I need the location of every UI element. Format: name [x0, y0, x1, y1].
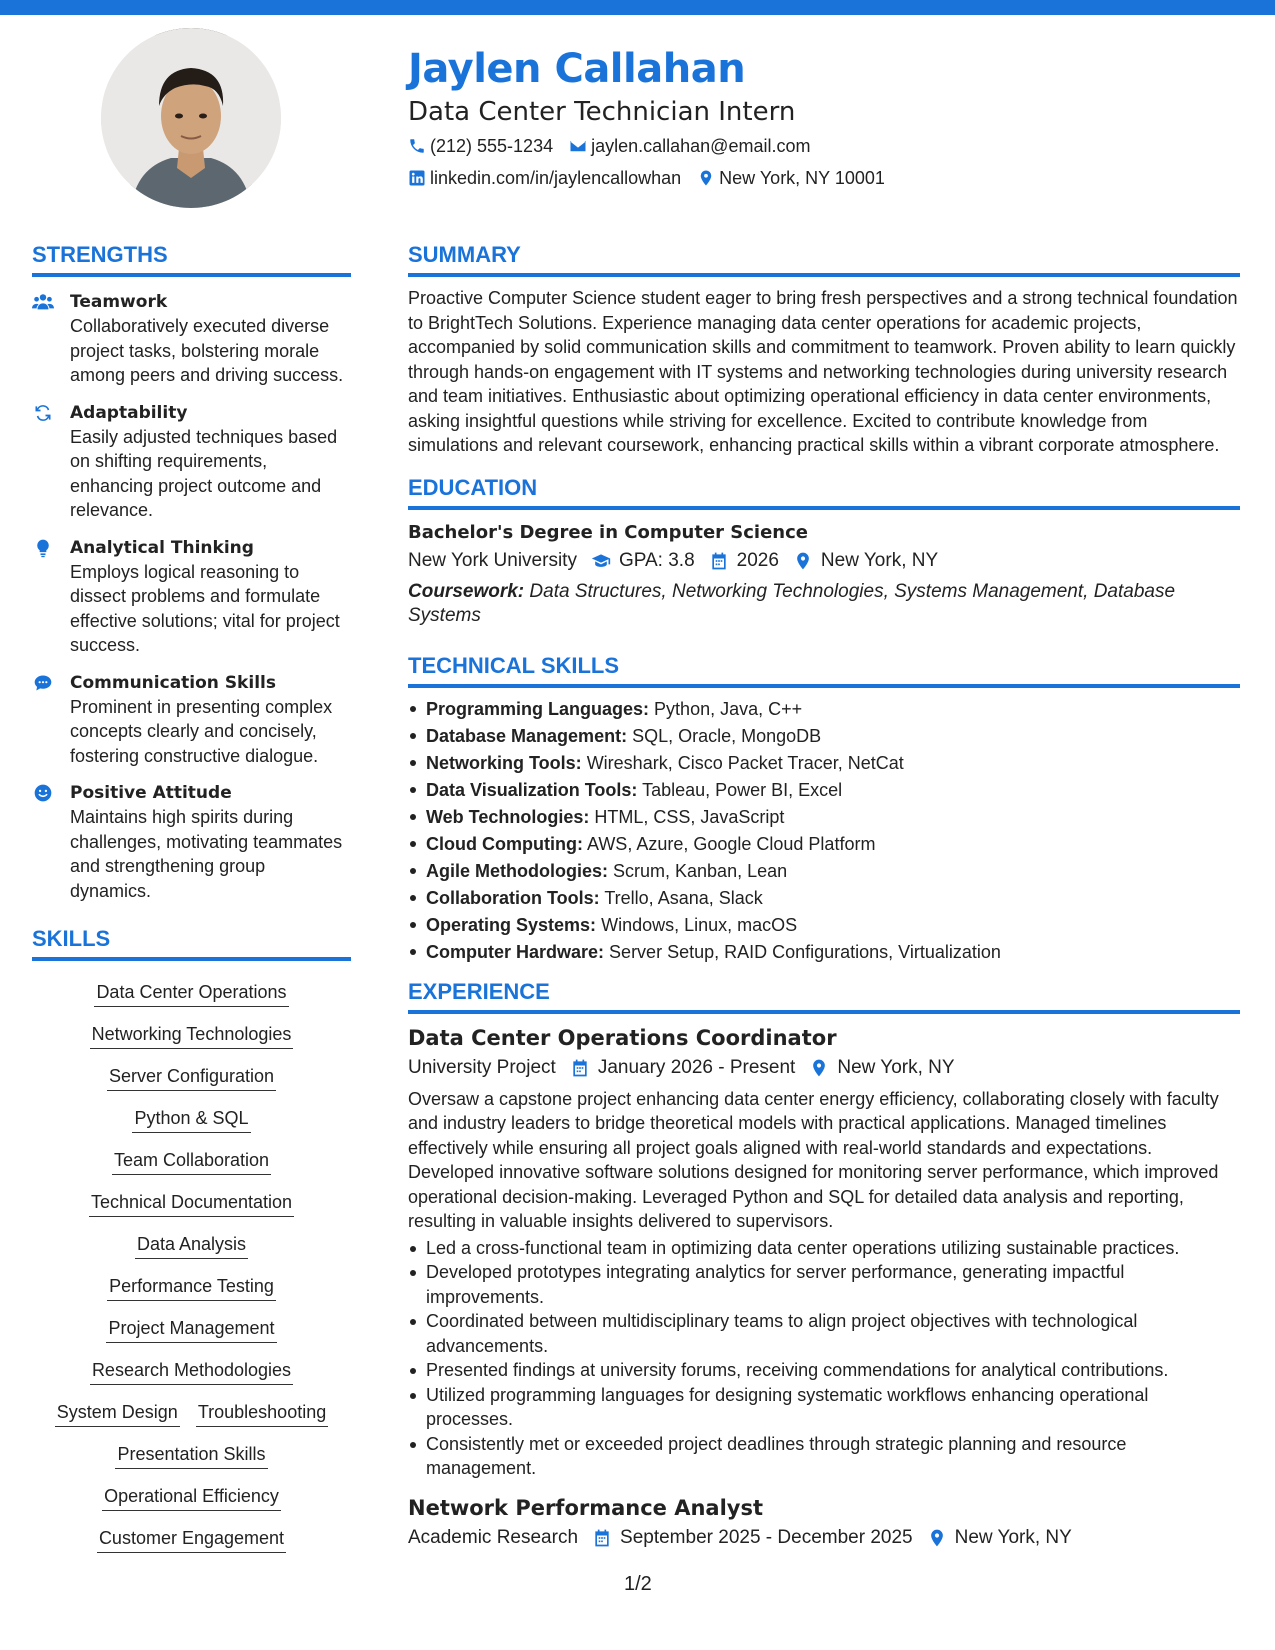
list-item [408, 723, 1240, 750]
technical-skills-list [408, 696, 1240, 966]
strength-title: Adaptability [70, 402, 188, 423]
lightbulb-icon [32, 538, 54, 558]
list-item [408, 831, 1240, 858]
skills-heading: SKILLS [32, 925, 351, 961]
strength-desc: Collaboratively executed diverse project tasks, bolstering morale among peers and driving success. [70, 316, 344, 385]
edu-location-item [793, 546, 938, 576]
strength-title: Analytical Thinking [70, 537, 254, 558]
list-item: Coordinated between multidisciplinary teams to align project objectives with technological advancements. [408, 1309, 1240, 1358]
envelope-icon [569, 137, 587, 155]
linkedin-icon [408, 169, 426, 187]
list-item: Led a cross-functional team in optimizing data center operations utilizing sustainable practices. [408, 1236, 1240, 1261]
location-text: New York, NY 10001 [719, 167, 885, 188]
top-accent-bar [0, 0, 1275, 15]
skill-tag: Technical Documentation [89, 1187, 294, 1217]
skill-tag: Data Center Operations [94, 977, 288, 1007]
strength-item [32, 536, 351, 658]
skill-tag: Team Collaboration [112, 1145, 271, 1175]
skill-value: AWS, Azure, Google Cloud Platform [586, 833, 876, 854]
job-dates-text: September 2025 - December 2025 [620, 1526, 913, 1548]
skill-value: Tableau, Power BI, Excel [642, 779, 843, 800]
strength-title: Communication Skills [70, 672, 276, 693]
skill-tag: Presentation Skills [115, 1439, 267, 1469]
coursework-text: Data Structures, Networking Technologies, Systems Management, Database Systems [408, 580, 1176, 626]
skill-label: Operating Systems: [426, 914, 597, 935]
list-item [408, 804, 1240, 831]
strength-item [32, 290, 351, 388]
skill-tag: Performance Testing [107, 1271, 276, 1301]
calendar-icon [592, 1528, 612, 1548]
education-meta [408, 546, 1240, 576]
email-text: jaylen.callahan@email.com [591, 135, 811, 156]
gpa-item [591, 546, 695, 576]
list-item: Presented findings at university forums, receiving commendations for analytical contributions. [408, 1358, 1240, 1383]
skill-label: Web Technologies: [426, 806, 590, 827]
job-org [408, 1053, 556, 1083]
job-dates [570, 1053, 796, 1083]
skill-value: Python, Java, C++ [654, 698, 803, 719]
skill-label: Database Management: [426, 725, 628, 746]
coursework-label: Coursework: [408, 580, 525, 602]
calendar-icon [709, 551, 729, 571]
strength-item [32, 781, 351, 903]
skill-value: Server Setup, RAID Configurations, Virtualization [609, 941, 1001, 962]
calendar-icon [570, 1058, 590, 1078]
strength-desc: Easily adjusted techniques based on shifting requirements, enhancing project outcome and relevance. [70, 426, 338, 520]
skill-value: Wireshark, Cisco Packet Tracer, NetCat [586, 752, 904, 773]
summary-heading: SUMMARY [408, 241, 1240, 277]
list-item: Developed prototypes integrating analytics for server performance, generating impactful improvements. [408, 1260, 1240, 1309]
technical-skills-heading: TECHNICAL SKILLS [408, 652, 1240, 688]
skill-tag: Networking Technologies [90, 1019, 294, 1049]
job-meta [408, 1053, 1240, 1083]
map-pin-icon [697, 169, 715, 187]
job-org-text: University Project [408, 1056, 556, 1078]
list-item: Utilized programming languages for designing systematic workflows enhancing operational processes. [408, 1383, 1240, 1432]
skill-tag: Customer Engagement [97, 1523, 286, 1553]
candidate-name: Jaylen Callahan [408, 46, 746, 92]
skill-tag: Python & SQL [132, 1103, 250, 1133]
resume-header [408, 40, 1238, 194]
job-location-text: New York, NY [954, 1526, 1072, 1548]
job-description: Oversaw a capstone project enhancing data center energy efficiency, collaborating closely with faculty and industry leaders to bridge theoretical models with practical applications. Managed timelines effectively while ensuring all project goals aligned with real-world standards and expectations. Developed innovative software solutions designed for monitoring server performance, which improved operational decision-making. Leveraged Python and SQL for detailed data analysis and reporting, resulting in valuable insights delivered to supervisors. [408, 1088, 1219, 1231]
candidate-title: Data Center Technician Intern [408, 97, 796, 127]
job-title: Network Performance Analyst [408, 1495, 764, 1520]
skill-label: Collaboration Tools: [426, 887, 600, 908]
phone-contact [408, 136, 553, 157]
strength-desc: Employs logical reasoning to dissect problems and formulate effective solutions; vital for project success. [70, 561, 340, 655]
job-location [927, 1523, 1072, 1553]
list-item [408, 750, 1240, 777]
contact-row-2 [408, 162, 1238, 194]
users-icon [32, 292, 54, 312]
job-org-text: Academic Research [408, 1526, 579, 1548]
phone-text: (212) 555-1234 [430, 135, 554, 156]
left-column [32, 241, 351, 1559]
strength-title: Positive Attitude [70, 783, 232, 803]
right-column [408, 241, 1240, 1553]
profile-photo [101, 28, 281, 208]
skill-value: Trello, Asana, Slack [604, 887, 763, 908]
education-heading: EDUCATION [408, 474, 1240, 510]
skill-tag: Troubleshooting [196, 1397, 328, 1427]
school-text: New York University [408, 549, 577, 571]
skill-value: Windows, Linux, macOS [601, 914, 798, 935]
location-contact [697, 168, 885, 189]
skill-tag: System Design [55, 1397, 180, 1427]
degree-title: Bachelor's Degree in Computer Science [408, 521, 808, 543]
year-text: 2026 [736, 549, 779, 571]
skill-tag: Operational Efficiency [102, 1481, 281, 1511]
summary-text: Proactive Computer Science student eager to bring fresh perspectives and a strong technical foundation to BrightTech Solutions. Experience managing data center operations for academic projects, accompanied by solid communication skills and commitment to teamwork. Proven ability to learn quickly through hands-on engagement with IT systems and networking technologies during university research and team initiatives. Enthusiastic about optimizing operational efficiency in data center environments, asking insightful questions while striving for excellence. Excited to contribute knowledge from simulations and relevant coursework, enhancing practical skills within a vibrant corporate atmosphere. [408, 288, 1238, 455]
skills-list [32, 971, 351, 1559]
edu-location-text: New York, NY [820, 549, 939, 571]
skill-label: Programming Languages: [426, 698, 650, 719]
list-item [408, 858, 1240, 885]
skill-value: HTML, CSS, JavaScript [594, 806, 785, 827]
job-dates-text: January 2026 - Present [597, 1056, 796, 1078]
skill-label: Computer Hardware: [426, 941, 605, 962]
strength-desc: Maintains high spirits during challenges, motivating teammates and strengthening group dynamics. [70, 807, 343, 901]
strength-title: Teamwork [70, 292, 168, 312]
refresh-icon [32, 403, 54, 423]
contact-row-1 [408, 130, 1238, 162]
job-org [408, 1523, 578, 1553]
skill-label: Networking Tools: [426, 752, 582, 773]
job-meta [408, 1523, 1240, 1553]
map-pin-icon [809, 1058, 829, 1078]
list-item [408, 912, 1240, 939]
map-pin-icon [793, 551, 813, 571]
skill-label: Data Visualization Tools: [426, 779, 638, 800]
school-name [408, 546, 577, 576]
skill-tag: Project Management [106, 1313, 276, 1343]
job-title: Data Center Operations Coordinator [408, 1025, 837, 1050]
job-dates [592, 1523, 913, 1553]
list-item: Consistently met or exceeded project deadlines through strategic planning and resource management. [408, 1432, 1240, 1481]
strength-desc: Prominent in presenting complex concepts clearly and concisely, fostering constructive dialogue. [70, 696, 333, 766]
list-item [408, 696, 1240, 723]
year-item [709, 546, 779, 576]
chat-bubble-icon [32, 673, 54, 693]
gpa-text: GPA: 3.8 [618, 549, 695, 571]
list-item [408, 777, 1240, 804]
coursework [408, 580, 1240, 628]
skill-tag: Research Methodologies [90, 1355, 293, 1385]
experience-heading: EXPERIENCE [408, 978, 1240, 1014]
skill-label: Agile Methodologies: [426, 860, 608, 881]
skill-value: Scrum, Kanban, Lean [613, 860, 788, 881]
job-location-text: New York, NY [837, 1056, 955, 1078]
skill-tag: Data Analysis [135, 1229, 248, 1259]
list-item [408, 939, 1240, 966]
strengths-heading: STRENGTHS [32, 241, 351, 277]
skill-label: Cloud Computing: [426, 833, 583, 854]
job-bullets [408, 1236, 1240, 1481]
skill-tag: Server Configuration [107, 1061, 276, 1091]
linkedin-text: linkedin.com/in/jaylencallowhan [430, 167, 682, 188]
list-item [408, 885, 1240, 912]
job-location [809, 1053, 954, 1083]
smile-icon [32, 783, 54, 803]
phone-icon [408, 137, 426, 155]
page-number: 1/2 [624, 1573, 652, 1595]
strength-item [32, 671, 351, 769]
graduation-cap-icon [591, 551, 611, 571]
skill-value: SQL, Oracle, MongoDB [632, 725, 822, 746]
portrait-illustration [101, 28, 281, 208]
strength-item [32, 401, 351, 523]
linkedin-contact[interactable] [408, 168, 681, 189]
map-pin-icon [927, 1528, 947, 1548]
email-contact[interactable] [569, 136, 810, 157]
